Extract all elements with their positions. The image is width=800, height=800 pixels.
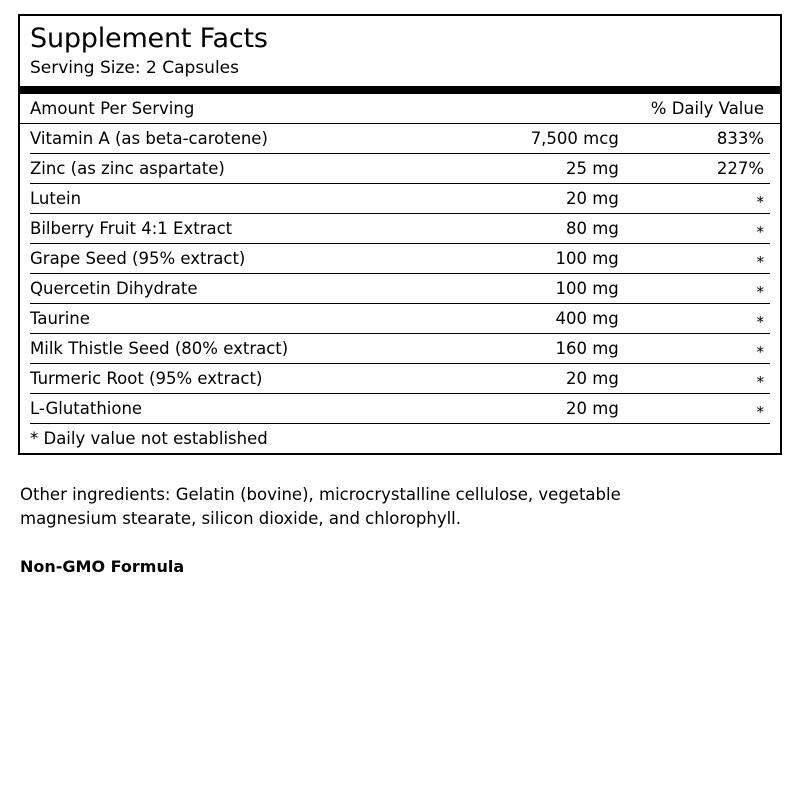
ingredient-daily-value [637, 274, 770, 304]
daily-value-footnote: * Daily value not established [30, 429, 268, 449]
serving-size: Serving Size: 2 Capsules [30, 57, 239, 78]
asterisk-icon: * [756, 403, 764, 422]
header-daily-value: % Daily Value [650, 99, 764, 119]
ingredient-amount: 80 mg [444, 214, 636, 244]
ingredient-amount: 20 mg [444, 184, 636, 214]
nutrition-table-body [30, 94, 770, 123]
ingredient-daily-value [637, 394, 770, 424]
ingredient-amount: 400 mg [444, 304, 636, 334]
asterisk-icon: * [756, 283, 764, 302]
ingredient-name: Grape Seed (95% extract) [30, 244, 444, 274]
asterisk-icon: * [756, 223, 764, 242]
table-header-row [30, 94, 770, 123]
other-ingredients: Other ingredients: Gelatin (bovine), microcrystalline cellulose, vegetable magnesium stearate, silicon dioxide, and chlorophyll. [20, 485, 621, 528]
divider-thick [20, 86, 780, 94]
ingredient-name: Taurine [30, 304, 444, 334]
ingredient-amount: 100 mg [444, 244, 636, 274]
ingredient-daily-value: 227% [637, 154, 770, 184]
ingredient-amount: 20 mg [444, 364, 636, 394]
table-row [30, 364, 770, 394]
non-gmo-claim: Non-GMO Formula [20, 556, 185, 576]
table-row [30, 244, 770, 274]
panel-inner [20, 24, 780, 453]
nutrition-table [30, 94, 770, 123]
asterisk-icon: * [756, 253, 764, 272]
header-spacer [444, 94, 636, 123]
ingredient-daily-value [637, 244, 770, 274]
ingredient-amount: 7,500 mcg [444, 124, 636, 154]
table-row [30, 394, 770, 424]
below-panel-text [18, 483, 782, 576]
ingredient-daily-value [637, 364, 770, 394]
ingredient-amount: 100 mg [444, 274, 636, 304]
ingredient-name: Vitamin A (as beta-carotene) [30, 124, 444, 154]
supplement-facts-panel [18, 14, 782, 455]
table-row [30, 334, 770, 364]
ingredient-daily-value [637, 304, 770, 334]
ingredient-daily-value [637, 214, 770, 244]
footnote-row [30, 424, 770, 454]
ingredient-name: Bilberry Fruit 4:1 Extract [30, 214, 444, 244]
ingredient-name: Zinc (as zinc aspartate) [30, 154, 444, 184]
table-row [30, 124, 770, 154]
table-row [30, 154, 770, 184]
ingredient-name: Milk Thistle Seed (80% extract) [30, 334, 444, 364]
table-row [30, 274, 770, 304]
panel-title: Supplement Facts [30, 23, 268, 54]
ingredient-name: Lutein [30, 184, 444, 214]
ingredient-table [30, 124, 770, 453]
ingredient-amount: 160 mg [444, 334, 636, 364]
table-row [30, 214, 770, 244]
ingredient-name: L-Glutathione [30, 394, 444, 424]
ingredient-table-body [30, 124, 770, 453]
ingredient-name: Turmeric Root (95% extract) [30, 364, 444, 394]
table-row [30, 304, 770, 334]
asterisk-icon: * [756, 373, 764, 392]
asterisk-icon: * [756, 343, 764, 362]
ingredient-daily-value: 833% [637, 124, 770, 154]
header-amount-per-serving: Amount Per Serving [30, 99, 195, 119]
ingredient-amount: 25 mg [444, 154, 636, 184]
ingredient-daily-value [637, 184, 770, 214]
ingredient-amount: 20 mg [444, 394, 636, 424]
ingredient-daily-value [637, 334, 770, 364]
table-row [30, 184, 770, 214]
asterisk-icon: * [756, 193, 764, 212]
asterisk-icon: * [756, 313, 764, 332]
ingredient-name: Quercetin Dihydrate [30, 274, 444, 304]
